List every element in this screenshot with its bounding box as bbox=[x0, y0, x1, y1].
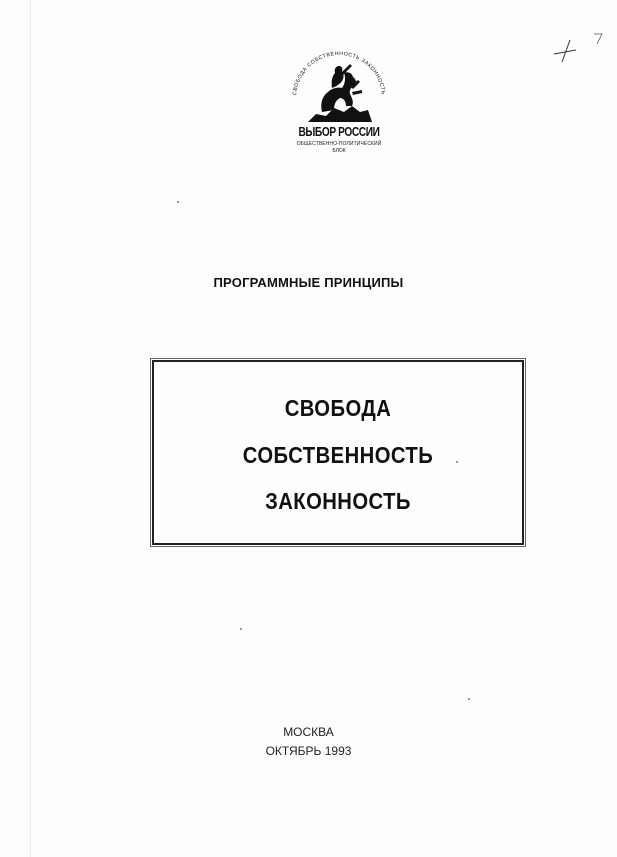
logo-arc-text: СВОБОДА СОБСТВЕННОСТЬ ЗАКОННОСТЬ bbox=[292, 50, 386, 96]
horseman-icon bbox=[308, 64, 372, 122]
handwritten-mark-icon bbox=[550, 28, 610, 78]
publication-city: МОСКВА bbox=[283, 725, 334, 739]
publication-date: ОКТЯБРЬ 1993 bbox=[265, 744, 352, 758]
scan-speck bbox=[456, 461, 458, 463]
slogan-property: СОБСТВЕННОСТЬ bbox=[242, 442, 434, 468]
program-principles-heading: ПРОГРАММНЫЕ ПРИНЦИПЫ bbox=[213, 275, 404, 290]
scan-speck bbox=[177, 201, 179, 203]
slogan-legality: ЗАКОННОСТЬ bbox=[265, 488, 411, 514]
slogan-freedom: СВОБОДА bbox=[284, 395, 392, 421]
scan-speck bbox=[468, 698, 470, 700]
logo-emblem bbox=[282, 40, 396, 180]
slogan-frame bbox=[152, 360, 524, 545]
vybor-rossii-logo bbox=[282, 40, 396, 180]
logo-subtitle: ОБЩЕСТВЕННО-ПОЛИТИЧЕСКИЙ bbox=[296, 141, 382, 147]
logo-title: ВЫБОР РОССИИ bbox=[298, 124, 380, 139]
scan-speck bbox=[240, 628, 242, 630]
logo-subtitle-block: БЛОК bbox=[332, 148, 346, 154]
